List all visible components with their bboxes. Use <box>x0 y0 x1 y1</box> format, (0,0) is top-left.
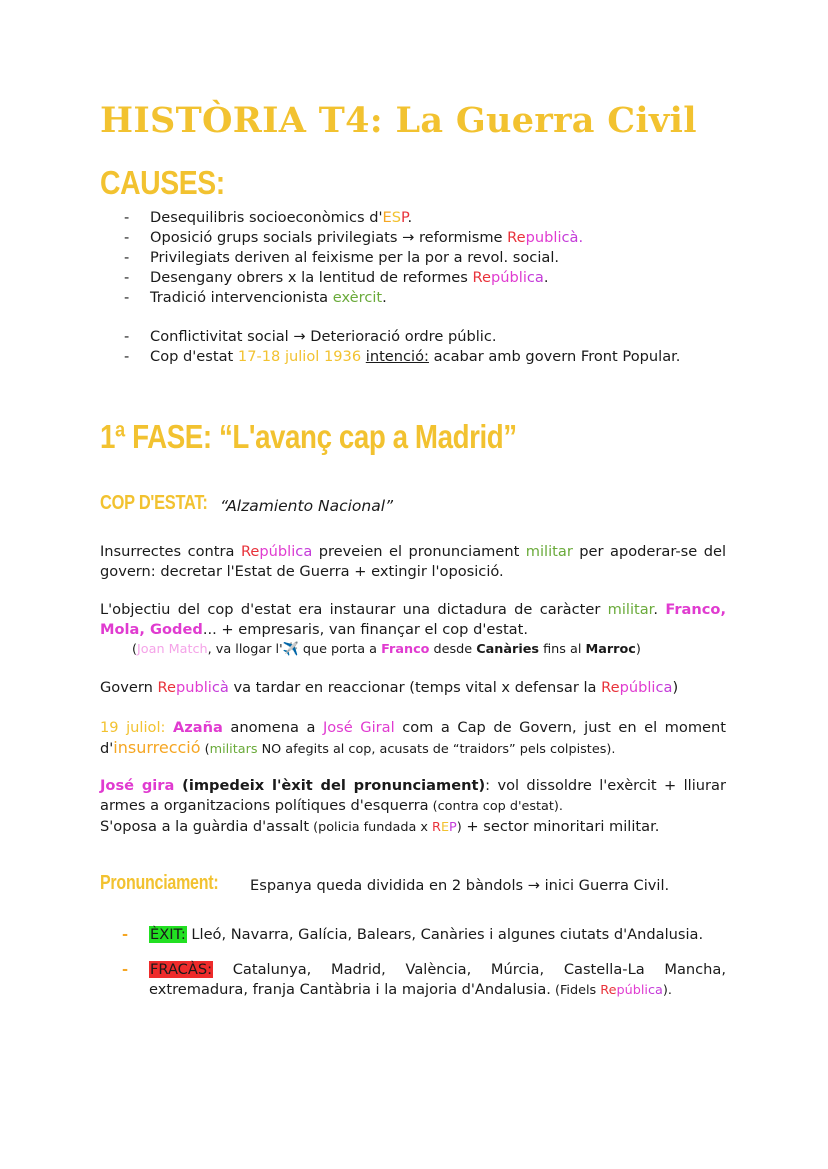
causes-list-2 <box>100 327 680 367</box>
pronunciament-heading: Pronunciament: <box>100 872 219 894</box>
bullet-icon: - <box>122 926 129 943</box>
list-item-exit: - ÈXIT: Lleó, Navarra, Galícia, Balears, Canàries i algunes ciutats d'Andalusia. <box>122 926 704 943</box>
title-main: HISTÒRIA T4 <box>100 100 370 141</box>
pronunciament-text: Espanya queda dividida en 2 bàndols → inici Guerra Civil. <box>250 877 670 894</box>
cop-row <box>100 492 394 515</box>
cop-heading: COP D'ESTAT: <box>100 492 208 514</box>
exit-label: ÈXIT: <box>150 926 186 943</box>
result-list <box>100 925 726 1001</box>
objectiu-line: L'objectiu del cop d'estat era instaurar una dictadura de caràcter militar. Franco, Mola, Goded... + empresaris, van finançar el cop d'estat. <box>100 601 727 638</box>
list-item-fracas: - FRACÀS: Catalunya, Madrid, València, Múrcia, Castella-La Mancha, extremadura, franja Cantàbria i la majoria d'Andalusia. (Fidels República). <box>122 961 726 998</box>
paragraph-objectiu <box>100 600 726 660</box>
giral-line: José gira (impedeix l'èxit del pronunciament): vol dissoldre l'exèrcit + lliurar armes a organitzacions polítiques d'esquerra (contra cop d'estat). <box>100 777 726 814</box>
list-item: - Oposició grups socials privilegiats → reformisme Republicà. <box>100 228 583 248</box>
paragraph-govern: Govern Republicà va tardar en reaccionar (temps vital x defensar la República) <box>100 679 679 696</box>
causes-list <box>100 208 583 308</box>
fase-heading: 1ª FASE: “L'avanç cap a Madrid” <box>100 418 517 455</box>
paragraph-19-juliol: 19 juliol: Azaña anomena a José Giral com a Cap de Govern, just en el moment d'insurrecció (militars NO afegits al cop, acusats de “traidors” pels colpistes). <box>100 719 726 757</box>
paragraph-insurrectes: Insurrectes contra República preveien el pronunciament militar per apoderar-se del govern: decretar l'Estat de Guerra + extingir l'oposició. <box>100 543 726 580</box>
list-item: - Desequilibris socioeconòmics d'ESP. <box>100 208 583 228</box>
joan-march-note: (Joan Match, va llogar l'✈️ que porta a Franco desde Canàries fins al Marroc) <box>100 640 726 660</box>
list-item: - Cop d'estat 17-18 juliol 1936 intenció: acabar amb govern Front Popular. <box>100 347 680 367</box>
list-item: - Privilegiats deriven al feixisme per la por a revol. social. <box>100 248 583 268</box>
causes-heading: CAUSES: <box>100 164 225 201</box>
list-item: - Desengany obrers x la lentitud de reformes República. <box>100 268 583 288</box>
title-sub: : La Guerra Civil <box>369 100 697 141</box>
bullet-icon: - <box>122 961 129 978</box>
cop-subtitle: “Alzamiento Nacional” <box>220 497 394 515</box>
pronunciament-row <box>100 872 670 895</box>
list-item: - Tradició intervencionista exèrcit. <box>100 288 583 308</box>
conspirators: Franco, Mola, Goded <box>100 601 727 638</box>
list-item: - Conflictivitat social → Deterioració ordre públic. <box>100 327 680 347</box>
paragraph-jose-giral <box>100 776 726 838</box>
fracas-label: FRACÀS: <box>150 961 213 978</box>
guardia-line: S'oposa a la guàrdia d'assalt (policia fundada x REP) + sector minoritari militar. <box>100 818 660 835</box>
plane-icon: ✈️ <box>282 642 299 657</box>
page-title <box>100 100 697 141</box>
